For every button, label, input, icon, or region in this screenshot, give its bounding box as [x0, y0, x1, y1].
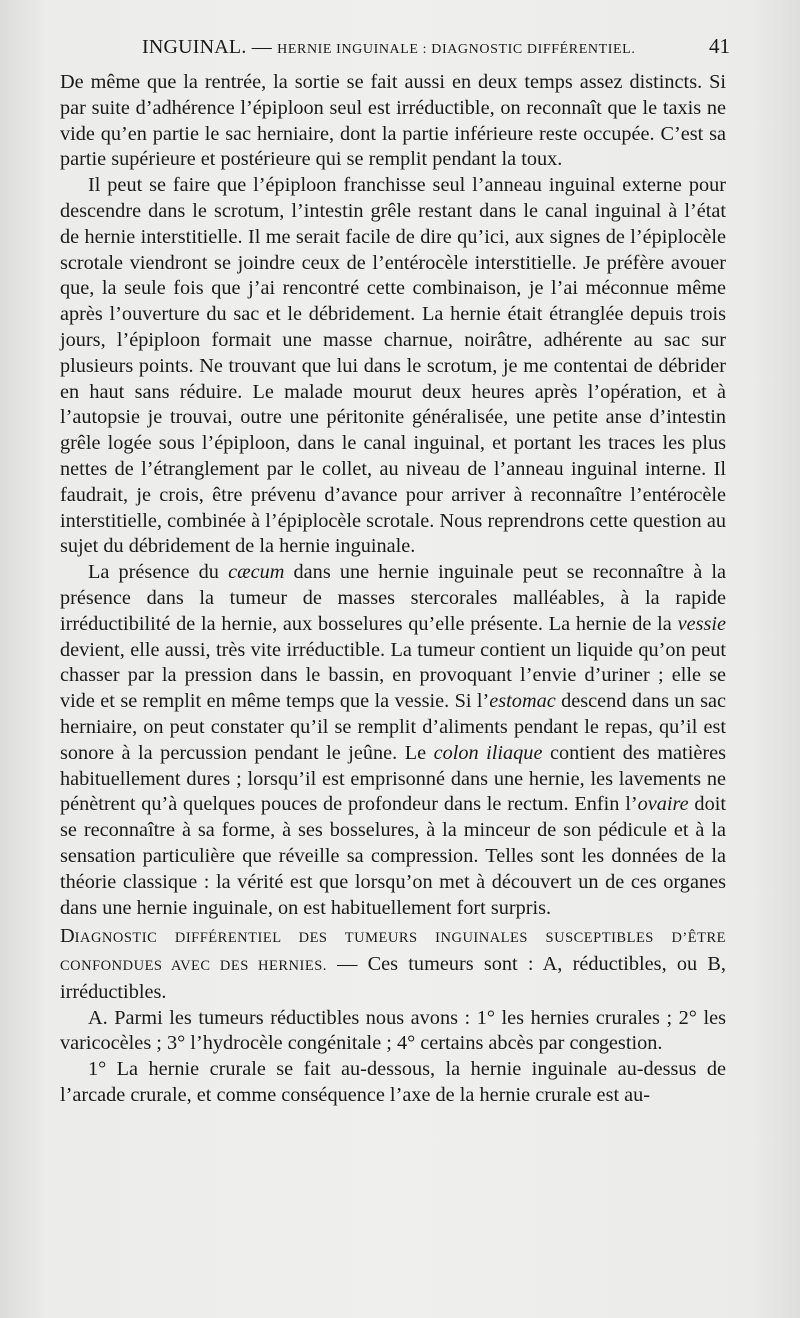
- running-head-sub: HERNIE INGUINALE : DIAGNOSTIC DIFFÉRENTIEL.: [277, 42, 636, 57]
- text-run: doit se reconnaître à sa forme, à ses bosselures, à la minceur de son pédicule et à la sensation particulière que réveille sa compression. Telles sont les données de la théorie classique : la vérité est que lorsqu’on met à découvert un de ces organes dans une hernie inguinale, on est habituellement fort surpris.: [60, 793, 726, 919]
- running-head-main: INGUINAL. —: [142, 36, 278, 58]
- page-header: [60, 32, 730, 62]
- text-run: contient des matières habituellement dures ; lorsqu’il est emprisonné dans une hernie, les lavements ne pénètrent qu’à quelques pouces de profondeur dans le rectum. Enfin l’: [60, 741, 726, 816]
- paragraph-5: A. Parmi les tumeurs réductibles nous avons : 1° les hernies crurales ; 2° les varicocèles ; 3° l’hydrocèle congénitale ; 4° certains abcès par congestion.: [60, 1006, 726, 1055]
- text-run: descend dans un sac herniaire, on peut constater qu’il se remplit d’aliments pendant le repas, qu’il est sonore à la percussion pendant le jeûne. Le: [60, 690, 726, 764]
- italic-term-vessie: vessie: [677, 612, 726, 635]
- running-head: [142, 36, 635, 59]
- paragraph-6: 1° La hernie crurale se fait au-dessous, la hernie inguinale au-dessus de l’arcade crurale, et comme conséquence l’axe de la hernie crurale est au-: [60, 1058, 726, 1107]
- section-heading-paragraph: [60, 924, 726, 1005]
- body-text: [60, 70, 726, 1109]
- italic-term-colon-iliaque: colon iliaque: [433, 741, 543, 764]
- text-run: devient, elle aussi, très vite irréductible. La tumeur contient un liquide qu’on peut chasser par la pression dans le bassin, en provoquant l’envie d’uriner ; elle se vide et se remplit en même temps que la vessie. Si l’: [60, 638, 726, 713]
- paragraph-3: [60, 560, 726, 921]
- italic-term-estomac: estomac: [489, 690, 556, 713]
- italic-term-caecum: cæcum: [228, 561, 285, 584]
- paragraph-2: Il peut se faire que l’épiploon franchisse seul l’anneau inguinal externe pour descendre dans le scrotum, l’intestin grêle restant dans le canal inguinal à l’état de hernie interstitielle. Il me serait facile de dire qu’ici, aux signes de l’épiplocèle scrotale viendront se joindre ceux de l’entérocèle interstitielle. Je préfère avouer que, la seule fois que j’ai rencontré cette combinaison, je l’ai méconnue même après l’ouverture du sac et le débridement. La hernie était étranglée depuis trois jours, l’épiploon formait une masse charnue, noirâtre, adhérente au sac sur plusieurs points. Ne trouvant que lui dans le scrotum, je me contentai de débrider en haut sans réduire. Le malade mourut deux heures après l’opération, et à l’autopsie je trouvai, outre une péritonite généralisée, une petite anse d’intestin grêle logée sous l’épiploon, dans le canal inguinal, et portant les traces les plus nettes de l’étranglement par le collet, au niveau de l’anneau inguinal interne. Il faudrait, je crois, être prévenu d’avance pour arriver à reconnaître l’entérocèle interstitielle, combinée à l’épiplocèle scrotale. Nous reprendrons cette question au sujet du débridement de la hernie inguinale.: [60, 174, 726, 558]
- section-heading-initial: D: [60, 925, 75, 948]
- paragraph-1: De même que la rentrée, la sortie se fait aussi en deux temps assez distincts. Si par suite d’adhérence l’épiploon seul est irréductible, on reconnaît que le taxis ne vide qu’en partie le sac herniaire, dont la partie inférieure reste occupée. C’est sa partie supérieure et postérieure qui se remplit pendant la toux.: [60, 71, 726, 171]
- text-run: dans une hernie inguinale peut se reconnaître à la présence dans la tumeur de masses stercorales malléables, à la rapide irréductibilité de la hernie, aux bosselures qu’elle présente. La hernie de la: [60, 561, 726, 635]
- italic-term-ovaire: ovaire: [637, 793, 689, 816]
- text-run: — Ces tumeurs sont : A, réductibles, ou B, irréductibles.: [60, 953, 726, 1003]
- text-run: La présence du: [88, 561, 229, 584]
- page-number: 41: [709, 34, 730, 58]
- section-heading: IAGNOSTIC DIFFÉRENTIEL DES TUMEURS INGUINALES SUSCEPTIBLES D’ÊTRE CONFONDUES AVEC DES HERNIES.: [60, 930, 726, 975]
